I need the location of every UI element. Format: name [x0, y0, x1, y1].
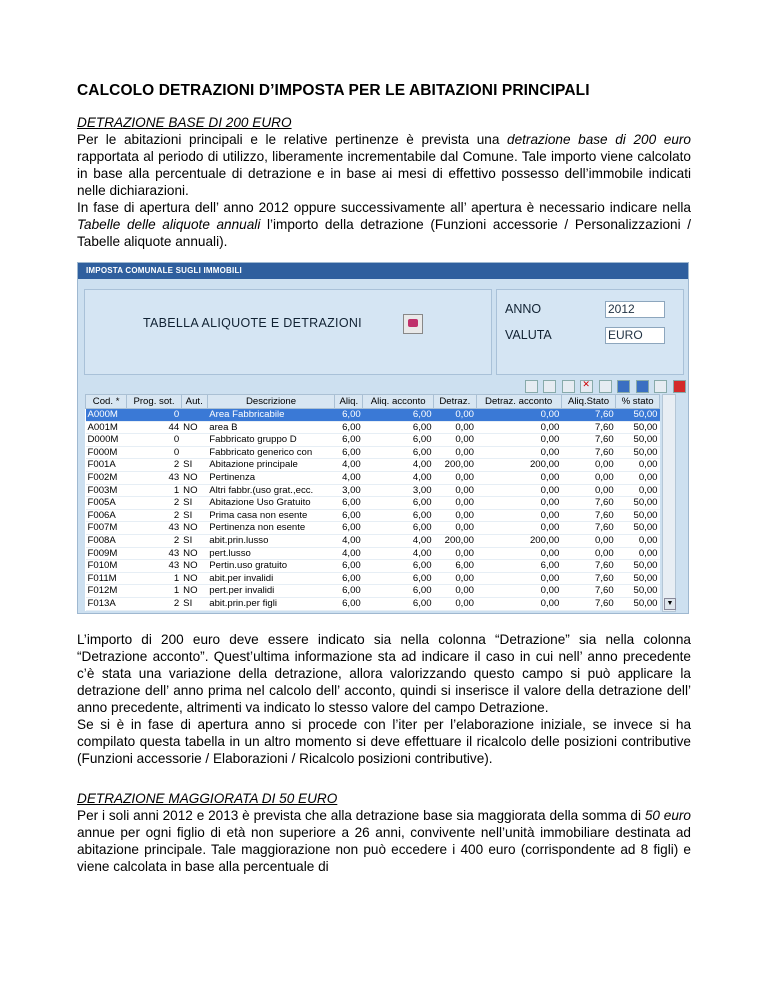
table-cell: F000M — [86, 446, 127, 459]
table-cell: 0,00 — [434, 509, 476, 522]
table-cell: 200,00 — [434, 459, 476, 472]
table-cell: Pertinenza — [207, 471, 335, 484]
table-cell: 6,00 — [335, 585, 363, 598]
table-row[interactable] — [86, 471, 660, 484]
column-header[interactable]: Cod. * — [86, 395, 127, 409]
text-run: Per le abitazioni principali e le relative pertinenze è prevista una — [77, 132, 508, 147]
paragraph-base-1 — [77, 131, 691, 199]
table-cell: 0,00 — [476, 434, 561, 447]
column-header[interactable]: Aliq. acconto — [363, 395, 434, 409]
table-cell: 0,00 — [561, 484, 615, 497]
table-cell: 6,00 — [335, 509, 363, 522]
table-cell: 200,00 — [434, 534, 476, 547]
text-run: annue per ogni figlio di età non superiore a 26 anni, convivente nell’unità immobiliare destinata ad abitazione principale. Tale maggiorazione non può eccedere i 400 euro (corrispondente ad 8 figli) e viene calcolata in base alla percentuale di — [77, 825, 691, 874]
table-cell: 6,00 — [363, 522, 434, 535]
table-row[interactable] — [86, 572, 660, 585]
table-cell: 6,00 — [363, 497, 434, 510]
table-cell: NO — [181, 560, 207, 573]
paragraph-base-2 — [77, 199, 691, 250]
table-cell: 6,00 — [363, 409, 434, 422]
document-top — [77, 82, 691, 250]
table-cell: 7,60 — [561, 446, 615, 459]
table-row[interactable] — [86, 459, 660, 472]
table-cell: 7,60 — [561, 560, 615, 573]
paragraph-maggiorata — [77, 807, 691, 875]
vertical-scrollbar[interactable] — [662, 394, 676, 612]
insert-icon[interactable] — [599, 380, 612, 393]
table-cell: 50,00 — [616, 409, 660, 422]
table-cell: A000M — [86, 409, 127, 422]
table-cell: 0,00 — [476, 497, 561, 510]
table-cell: area B — [207, 421, 335, 434]
table-cell: NO — [181, 572, 207, 585]
table-cell: NO — [181, 471, 207, 484]
table-cell: 6,00 — [363, 434, 434, 447]
table-cell: SI — [181, 534, 207, 547]
table-cell: 6,00 — [363, 446, 434, 459]
table-cell: 44 — [127, 421, 181, 434]
table-cell: SI — [181, 459, 207, 472]
table-cell: D000M — [86, 434, 127, 447]
table-cell: 0,00 — [476, 572, 561, 585]
table-cell: NO — [181, 522, 207, 535]
table-row[interactable] — [86, 534, 660, 547]
table-cell: SI — [181, 509, 207, 522]
table-cell: NO — [181, 547, 207, 560]
column-header[interactable]: Aut. — [181, 395, 207, 409]
first-record-icon[interactable] — [525, 380, 538, 393]
grid-toolbar — [525, 380, 687, 393]
table-cell: 3,00 — [363, 484, 434, 497]
table-cell: 4,00 — [335, 459, 363, 472]
window-title: IMPOSTA COMUNALE SUGLI IMMOBILI — [78, 263, 688, 279]
table-cell: 6,00 — [363, 509, 434, 522]
table-cell: 50,00 — [616, 560, 660, 573]
column-header[interactable]: % stato — [616, 395, 660, 409]
table-cell: 4,00 — [335, 471, 363, 484]
table-cell: 0,00 — [434, 547, 476, 560]
table-cell: NO — [181, 484, 207, 497]
arrow-down-icon[interactable] — [636, 380, 649, 393]
table-cell: 6,00 — [476, 560, 561, 573]
table-cell: 0,00 — [476, 522, 561, 535]
table-cell: 2 — [127, 459, 181, 472]
table-cell: 0,00 — [476, 471, 561, 484]
table-cell: 0,00 — [434, 471, 476, 484]
edit-icon[interactable] — [562, 380, 575, 393]
table-cell: 6,00 — [335, 522, 363, 535]
table-row[interactable] — [86, 421, 660, 434]
table-row[interactable] — [86, 446, 660, 459]
valuta-label: VALUTA — [505, 328, 552, 342]
table-cell: Fabbricato gruppo D — [207, 434, 335, 447]
arrow-up-icon[interactable] — [617, 380, 630, 393]
table-cell: 50,00 — [616, 421, 660, 434]
title-panel — [84, 289, 492, 375]
print-icon[interactable] — [654, 380, 667, 393]
table-cell: 0,00 — [476, 446, 561, 459]
table-cell: 6,00 — [434, 560, 476, 573]
table-cell: 0,00 — [476, 421, 561, 434]
table-cell: F001A — [86, 459, 127, 472]
table-cell: abit.prin.lusso — [207, 534, 335, 547]
table-cell: 200,00 — [476, 534, 561, 547]
table-cell: 6,00 — [335, 572, 363, 585]
table-cell: F003M — [86, 484, 127, 497]
table-cell: 4,00 — [335, 547, 363, 560]
text-run: l’importo della detrazione (Funzioni accessorie / Personalizzazioni / Tabelle aliquote annuali). — [77, 217, 691, 249]
column-header[interactable]: Prog. sot. — [127, 395, 181, 409]
anno-label: ANNO — [505, 302, 542, 316]
table-cell: Pertin.uso gratuito — [207, 560, 335, 573]
rates-table — [85, 394, 660, 611]
table-cell: A001M — [86, 421, 127, 434]
table-cell: 0,00 — [434, 497, 476, 510]
table-cell: 2 — [127, 597, 181, 610]
text-run: Per i soli anni 2012 e 2013 è prevista che alla detrazione base sia maggiorata della somma di — [77, 808, 645, 823]
table-cell: 50,00 — [616, 446, 660, 459]
emphasis-text: detrazione base di 200 euro — [507, 132, 691, 147]
table-cell: 0,00 — [616, 484, 660, 497]
table-cell: Abitazione principale — [207, 459, 335, 472]
table-cell — [181, 446, 207, 459]
table-cell: SI — [181, 597, 207, 610]
paragraph-after-1: L’importo di 200 euro deve essere indicato sia nella colonna “Detrazione” sia nella colonna “Detrazione acconto”. Quest’ultima informazione sta ad indicare il caso in cui nell’ anno precedente c’è stata una variazione della detrazione, allora valorizzando questo campo si può applicare la detrazione dell’ anno prima nel calcolo dell’ acconto, quindi si inserisce il valore della detrazione dell’ anno precedente, altrimenti va indicato lo stesso valore del campo Detrazione. — [77, 632, 691, 715]
table-cell: F011M — [86, 572, 127, 585]
table-cell: 50,00 — [616, 522, 660, 535]
section-title-maggiorata: DETRAZIONE MAGGIORATA DI 50 EURO — [77, 791, 338, 806]
table-cell: 4,00 — [363, 547, 434, 560]
table-cell: 2 — [127, 497, 181, 510]
column-header[interactable]: Descrizione — [207, 395, 335, 409]
table-cell: 7,60 — [561, 585, 615, 598]
table-cell: 3,00 — [335, 484, 363, 497]
valuta-field[interactable]: EURO — [605, 327, 665, 344]
column-header[interactable]: Aliq. — [335, 395, 363, 409]
table-cell: 0,00 — [561, 471, 615, 484]
table-cell: 50,00 — [616, 572, 660, 585]
table-cell: 0,00 — [434, 522, 476, 535]
exit-icon[interactable] — [673, 380, 686, 393]
delete-icon[interactable] — [580, 380, 593, 393]
table-cell: Altri fabbr.(uso grat.,ecc. — [207, 484, 335, 497]
table-cell: 6,00 — [363, 597, 434, 610]
table-cell: F010M — [86, 560, 127, 573]
table-row[interactable] — [86, 409, 660, 422]
table-cell: 0 — [127, 409, 181, 422]
text-run: In fase di apertura dell’ anno 2012 oppure successivamente all’ apertura è necessario indicare nella — [77, 200, 691, 215]
table-cell: F013A — [86, 597, 127, 610]
table-cell: 0,00 — [434, 572, 476, 585]
table-cell: F007M — [86, 522, 127, 535]
table-cell: 43 — [127, 471, 181, 484]
table-cell: 7,60 — [561, 597, 615, 610]
table-cell: F009M — [86, 547, 127, 560]
table-cell: 6,00 — [335, 497, 363, 510]
table-cell: 0,00 — [561, 534, 615, 547]
table-cell: abit.per invalidi — [207, 572, 335, 585]
table-cell: 0,00 — [434, 597, 476, 610]
table-row[interactable] — [86, 547, 660, 560]
table-cell: Abitazione Uso Gratuito — [207, 497, 335, 510]
table-cell: 4,00 — [363, 459, 434, 472]
book-icon[interactable] — [403, 314, 423, 334]
scroll-down-icon[interactable]: ▼ — [664, 598, 676, 610]
table-cell: 4,00 — [335, 534, 363, 547]
table-cell: F008A — [86, 534, 127, 547]
table-cell: 0,00 — [434, 446, 476, 459]
table-cell: 1 — [127, 572, 181, 585]
table-row[interactable] — [86, 560, 660, 573]
table-body — [86, 409, 660, 611]
table-cell: 7,60 — [561, 572, 615, 585]
table-cell: 1 — [127, 484, 181, 497]
table-cell: 0,00 — [616, 547, 660, 560]
table-cell: Area Fabbricabile — [207, 409, 335, 422]
table-cell: 7,60 — [561, 434, 615, 447]
table-row[interactable] — [86, 497, 660, 510]
table-cell: 4,00 — [363, 534, 434, 547]
table-cell: 6,00 — [335, 421, 363, 434]
table-cell: 0,00 — [476, 509, 561, 522]
table-cell: pert.per invalidi — [207, 585, 335, 598]
table-cell: 4,00 — [363, 471, 434, 484]
table-cell: 50,00 — [616, 585, 660, 598]
table-cell: 6,00 — [363, 421, 434, 434]
table-cell: 7,60 — [561, 509, 615, 522]
table-cell: F002M — [86, 471, 127, 484]
table-cell: SI — [181, 497, 207, 510]
table-cell: 6,00 — [363, 572, 434, 585]
table-cell: 6,00 — [335, 409, 363, 422]
table-cell: 50,00 — [616, 597, 660, 610]
app-window-screenshot — [77, 262, 689, 614]
table-cell: 0,00 — [476, 547, 561, 560]
emphasis-text: Tabelle delle aliquote annuali — [77, 217, 261, 232]
column-header[interactable]: Detraz. — [434, 395, 476, 409]
table-row[interactable] — [86, 509, 660, 522]
table-cell: 6,00 — [335, 560, 363, 573]
copy-icon[interactable] — [543, 380, 556, 393]
table-cell: 0,00 — [561, 547, 615, 560]
table-cell: 43 — [127, 547, 181, 560]
table-cell: 50,00 — [616, 434, 660, 447]
table-cell: 0,00 — [434, 421, 476, 434]
table-cell: 0,00 — [476, 585, 561, 598]
table-cell: 0 — [127, 446, 181, 459]
table-cell: 0,00 — [434, 434, 476, 447]
table-cell: 0,00 — [476, 409, 561, 422]
table-row[interactable] — [86, 597, 660, 610]
table-cell — [181, 409, 207, 422]
section-title-base: DETRAZIONE BASE DI 200 EURO — [77, 115, 292, 130]
table-cell: 7,60 — [561, 409, 615, 422]
emphasis-text: 50 euro — [644, 808, 691, 823]
table-cell: 0,00 — [434, 484, 476, 497]
text-run: rapportata al periodo di utilizzo, liberamente incrementabile dal Comune. Tale importo viene calcolato in base alla percentuale di detrazione e in base ai mesi di effettivo possesso dell’immobile indicati nelle dichiarazioni. — [77, 149, 691, 198]
table-cell: 0,00 — [434, 585, 476, 598]
table-cell: 0,00 — [476, 484, 561, 497]
table-cell: 0,00 — [616, 534, 660, 547]
table-row[interactable] — [86, 484, 660, 497]
table-cell: 1 — [127, 585, 181, 598]
table-row[interactable] — [86, 434, 660, 447]
table-cell: 43 — [127, 560, 181, 573]
column-header[interactable]: Aliq.Stato — [561, 395, 615, 409]
table-cell: 6,00 — [335, 446, 363, 459]
table-cell: 0 — [127, 434, 181, 447]
table-cell: Pertinenza non esente — [207, 522, 335, 535]
table-cell: Fabbricato generico con — [207, 446, 335, 459]
table-cell: 200,00 — [476, 459, 561, 472]
table-cell: 50,00 — [616, 497, 660, 510]
anno-field[interactable]: 2012 — [605, 301, 665, 318]
table-cell: NO — [181, 585, 207, 598]
table-cell: F005A — [86, 497, 127, 510]
year-panel — [496, 289, 684, 375]
table-cell: NO — [181, 421, 207, 434]
panel-title: TABELLA ALIQUOTE E DETRAZIONI — [143, 316, 362, 330]
table-cell: F012M — [86, 585, 127, 598]
table-cell: 2 — [127, 509, 181, 522]
table-cell: 0,00 — [561, 459, 615, 472]
table-cell: 0,00 — [616, 471, 660, 484]
page-title: CALCOLO DETRAZIONI D’IMPOSTA PER LE ABITAZIONI PRINCIPALI — [77, 82, 590, 99]
table-cell: Prima casa non esente — [207, 509, 335, 522]
table-cell: 7,60 — [561, 497, 615, 510]
table-cell: 6,00 — [363, 585, 434, 598]
table-cell: 0,00 — [476, 597, 561, 610]
table-cell: 50,00 — [616, 509, 660, 522]
table-cell: 43 — [127, 522, 181, 535]
table-cell — [181, 434, 207, 447]
table-cell: 6,00 — [335, 434, 363, 447]
table-cell: pert.lusso — [207, 547, 335, 560]
table-cell: 6,00 — [335, 597, 363, 610]
table-cell: 0,00 — [616, 459, 660, 472]
table-row[interactable] — [86, 585, 660, 598]
table-cell: 0,00 — [434, 409, 476, 422]
paragraph-after-2: Se si è in fase di apertura anno si procede con l’iter per l’elaborazione iniziale, se invece si ha compilato questa tabella in un altro momento si deve effettuare il ricalcolo delle posizioni contributive (Funzioni accessorie / Elaborazioni / Ricalcolo posizioni contributive). — [77, 717, 691, 766]
table-cell: F006A — [86, 509, 127, 522]
table-header-row — [86, 395, 660, 409]
table-cell: 6,00 — [363, 560, 434, 573]
table-cell: 2 — [127, 534, 181, 547]
document-bottom — [77, 631, 691, 875]
table-row[interactable] — [86, 522, 660, 535]
table-cell: 7,60 — [561, 421, 615, 434]
column-header[interactable]: Detraz. acconto — [476, 395, 561, 409]
table-cell: 7,60 — [561, 522, 615, 535]
table-cell: abit.prin.per figli — [207, 597, 335, 610]
